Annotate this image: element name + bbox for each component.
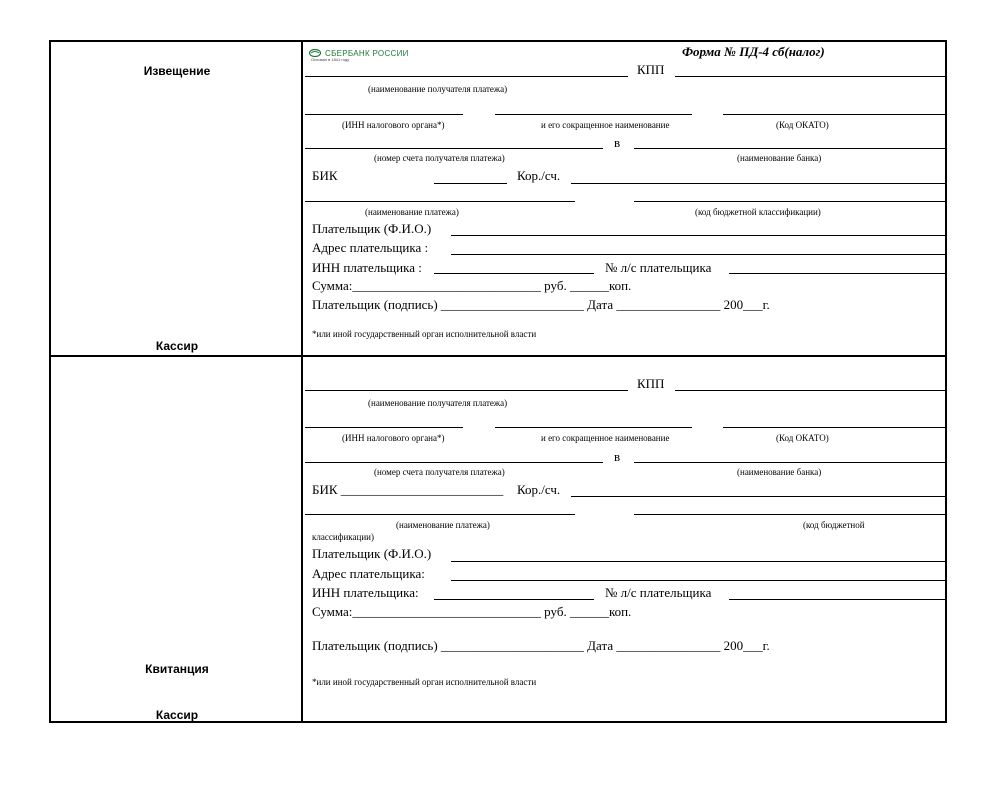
form-frame [49,40,947,723]
bik-label-2: БИК _________________________ [312,482,504,497]
kbk-caption-2a: (код бюджетной [803,520,865,530]
bank-line-2 [634,462,945,463]
form-title: Форма № ПД-4 сб(налог) [682,44,825,59]
kpp-line [675,76,945,77]
kbk-line [634,201,945,202]
account-caption-2: (номер счета получателя платежа) [374,467,505,477]
bank-caption: (наименование банка) [737,153,822,163]
inn-org-caption: (ИНН налогового органа*) [342,120,445,130]
kbk-caption: (код бюджетной классификации) [695,207,821,217]
payer-address-label-2: Адрес плательщика: [312,566,425,581]
account-no-line [729,273,945,274]
footnote-2: *или иной государственный орган исполнительной власти [312,677,537,687]
bank-subline: Основан в 1841 году [311,57,350,62]
bank-line [634,148,945,149]
inn-org-line-2 [305,427,463,428]
recipient-line [305,76,628,77]
kor-label: Кор./сч. [517,168,561,183]
vertical-divider [301,40,303,723]
kor-line-2 [571,496,945,497]
bik-line [434,183,507,184]
payer-inn-label-2: ИНН плательщика: [312,585,419,600]
payer-inn-line-2 [434,599,594,600]
payer-fio-label-2: Плательщик (Ф.И.О.) [312,546,432,561]
payment-name-caption: (наименование платежа) [365,207,459,217]
notice-label: Извещение [143,64,211,78]
kbk-line-2 [634,514,945,515]
okato-caption-2: (Код ОКАТО) [776,433,829,443]
account-line-2 [305,462,603,463]
in-label-2: в [614,449,621,464]
payment-name-line-2 [305,514,575,515]
bank-name: СБЕРБАНК РОССИИ [325,48,409,58]
payer-address-line-2 [451,580,945,581]
kpp-label: КПП [637,62,665,77]
kbk-caption-2b: классификации) [312,532,374,542]
account-no-label-2: № л/с плательщика [605,585,712,600]
payer-fio-line [451,235,945,236]
kor-label-2: Кор./сч. [517,482,561,497]
receipt-label: Квитанция [145,662,209,676]
signature-label: Плательщик (подпись) ______________________ Дата ________________ 200___г. [312,297,770,312]
payer-inn-label: ИНН плательщика : [312,260,422,275]
okato-line-2 [723,427,945,428]
kpp-line-2 [675,390,945,391]
payer-address-line [451,254,945,255]
short-name-caption-2: и его сокращенное наименование [541,433,670,443]
recipient-line-2 [305,390,628,391]
okato-line [723,114,945,115]
bank-caption-2: (наименование банка) [737,467,822,477]
bik-label: БИК [312,168,338,183]
kor-line [571,183,945,184]
inn-org-caption-2: (ИНН налогового органа*) [342,433,445,443]
payer-fio-line-2 [451,561,945,562]
okato-caption: (Код ОКАТО) [776,120,829,130]
kpp-label-2: КПП [637,376,665,391]
in-label: в [614,135,621,150]
sum-label: Сумма:_____________________________ руб. ______коп. [312,278,632,293]
recipient-caption: (наименование получателя платежа) [368,84,508,94]
payment-name-line [305,201,575,202]
sum-label-2: Сумма:_____________________________ руб. ______коп. [312,604,632,619]
short-name-line [495,114,692,115]
cashier-label-bottom: Кассир [155,708,199,722]
horizontal-divider [49,355,947,357]
inn-org-line [305,114,463,115]
cashier-label-top: Кассир [155,339,199,353]
account-no-line-2 [729,599,945,600]
payment-name-caption-2: (наименование платежа) [396,520,490,530]
payer-inn-line [434,273,594,274]
payer-address-label: Адрес плательщика : [312,240,429,255]
account-no-label: № л/с плательщика [605,260,712,275]
payer-fio-label: Плательщик (Ф.И.О.) [312,221,432,236]
account-caption: (номер счета получателя платежа) [374,153,505,163]
short-name-caption: и его сокращенное наименование [541,120,670,130]
account-line [305,148,603,149]
recipient-caption-2: (наименование получателя платежа) [368,398,508,408]
short-name-line-2 [495,427,692,428]
footnote: *или иной государственный орган исполнительной власти [312,329,537,339]
signature-label-2: Плательщик (подпись) ______________________ Дата ________________ 200___г. [312,638,770,653]
